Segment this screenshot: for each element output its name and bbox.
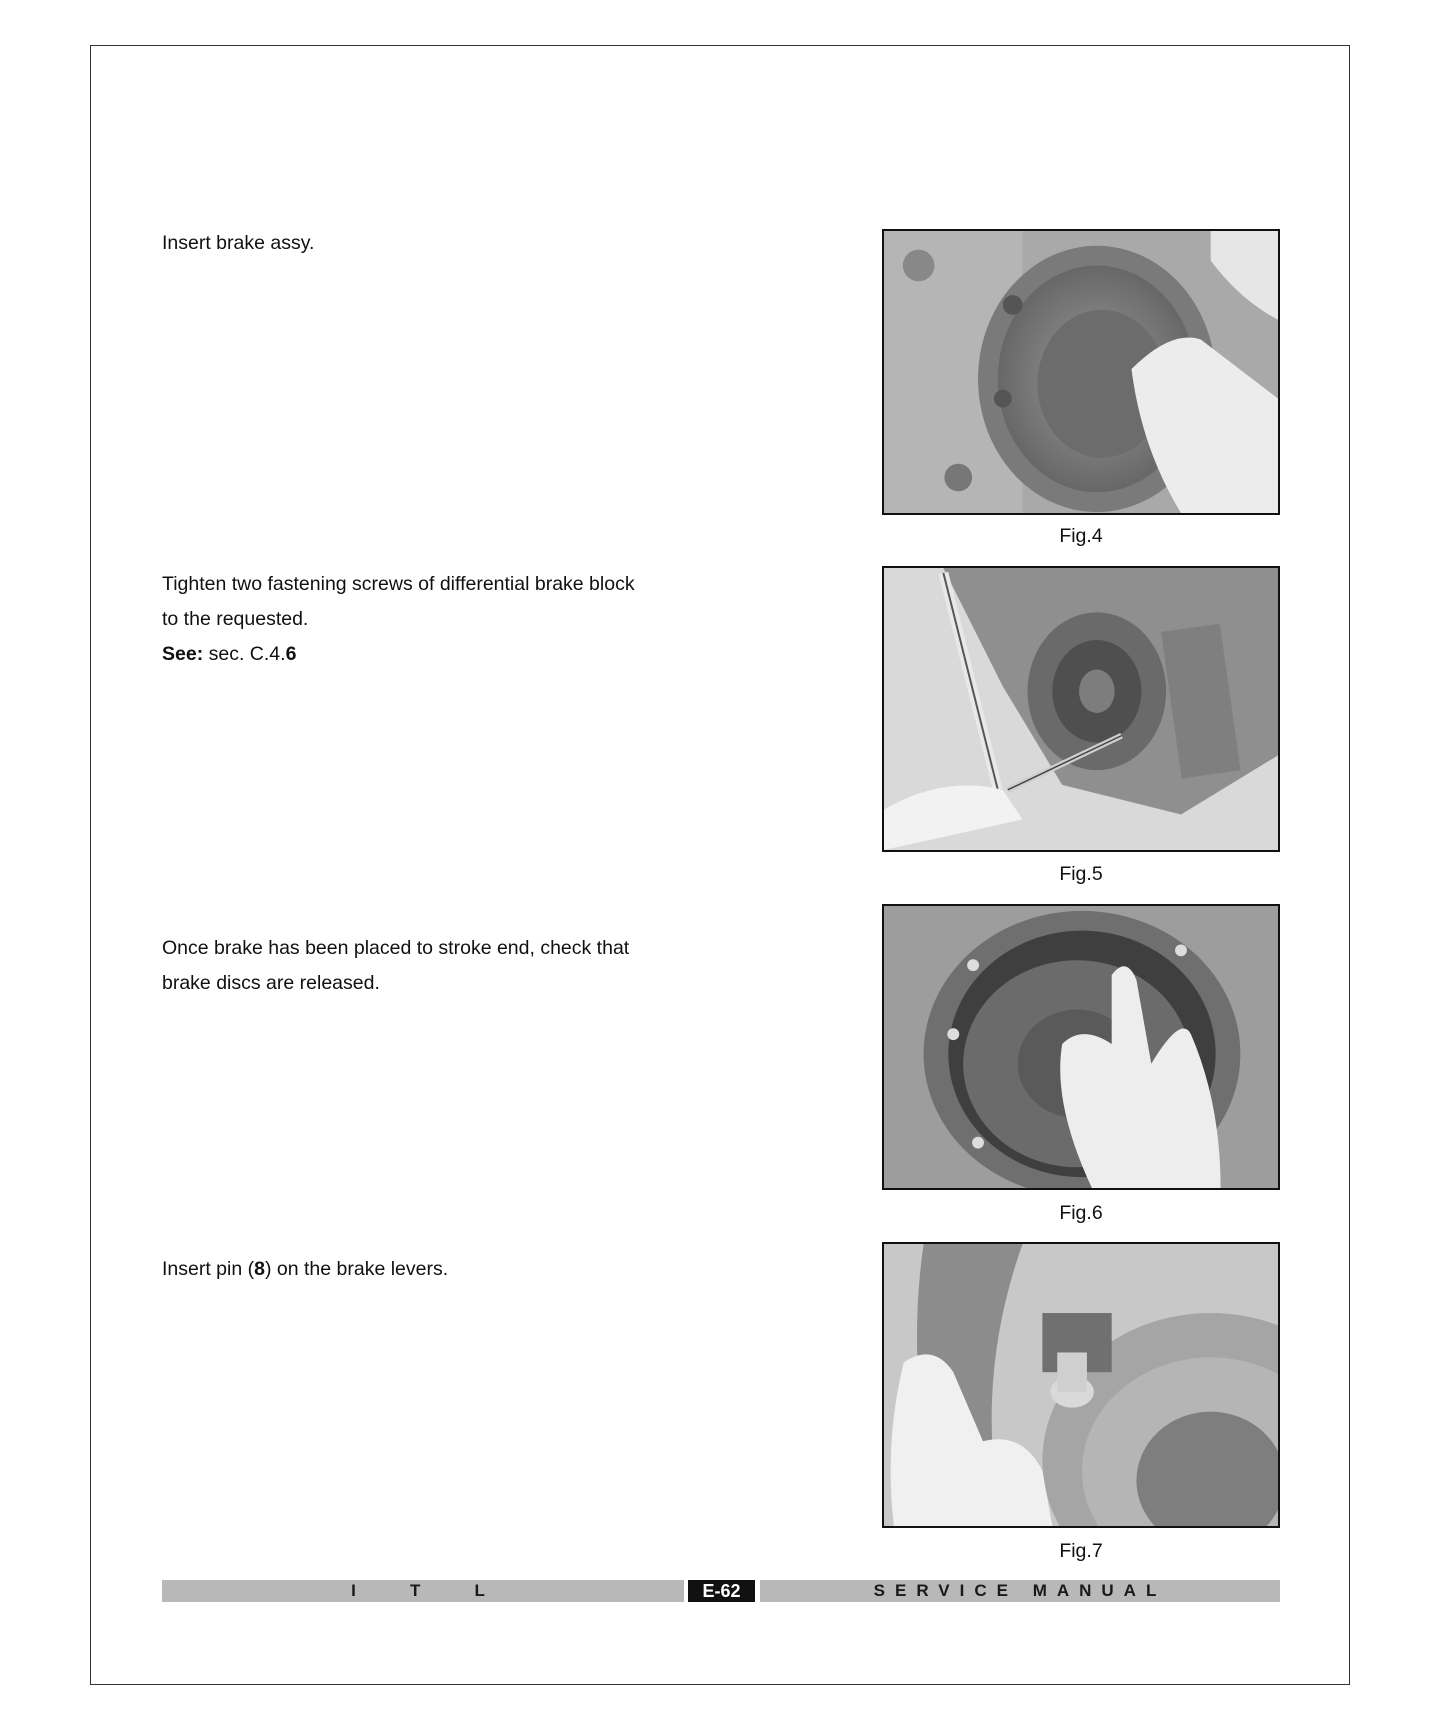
- see-label: See:: [162, 643, 204, 665]
- step-1-instruction: [162, 226, 722, 261]
- figure-7-caption: Fig.7: [1059, 1540, 1103, 1562]
- footer-left-text: I T L: [351, 1581, 495, 1600]
- figure-4-photo: [882, 229, 1280, 515]
- step-4-text-after: ) on the brake levers.: [264, 1258, 449, 1280]
- footer-right-band: [760, 1580, 1280, 1602]
- figure-5-caption: Fig.5: [1059, 863, 1103, 885]
- step-2-line-2: to the requested.: [162, 608, 309, 630]
- page-number: E-62: [688, 1580, 755, 1602]
- footer-right-text: SERVICE MANUAL: [873, 1581, 1167, 1600]
- figure-6-photo: [882, 904, 1280, 1190]
- step-4-line-1: [162, 1252, 722, 1287]
- step-2-reference: [162, 637, 722, 672]
- figure-7-photo: [882, 1242, 1280, 1528]
- figure-4-caption: Fig.4: [1059, 525, 1103, 547]
- footer-left-band: [162, 1580, 684, 1602]
- step-3-line-1: Once brake has been placed to stroke end, check that: [162, 937, 630, 959]
- step-2-line-1: Tighten two fastening screws of differential brake block: [162, 573, 635, 595]
- step-4-instruction: [162, 1252, 722, 1287]
- step-3-instruction: [162, 931, 722, 1001]
- see-text: sec. C.4.: [203, 643, 286, 665]
- step-4-text-before: Insert pin (: [162, 1258, 255, 1280]
- figure-6-caption: Fig.6: [1059, 1202, 1103, 1224]
- pin-number: 8: [254, 1258, 265, 1280]
- figure-5-photo: [882, 566, 1280, 852]
- see-number: 6: [285, 643, 297, 665]
- step-1-line-1: Insert brake assy.: [162, 232, 315, 254]
- step-2-instruction: [162, 567, 722, 672]
- step-3-line-2: brake discs are released.: [162, 972, 380, 994]
